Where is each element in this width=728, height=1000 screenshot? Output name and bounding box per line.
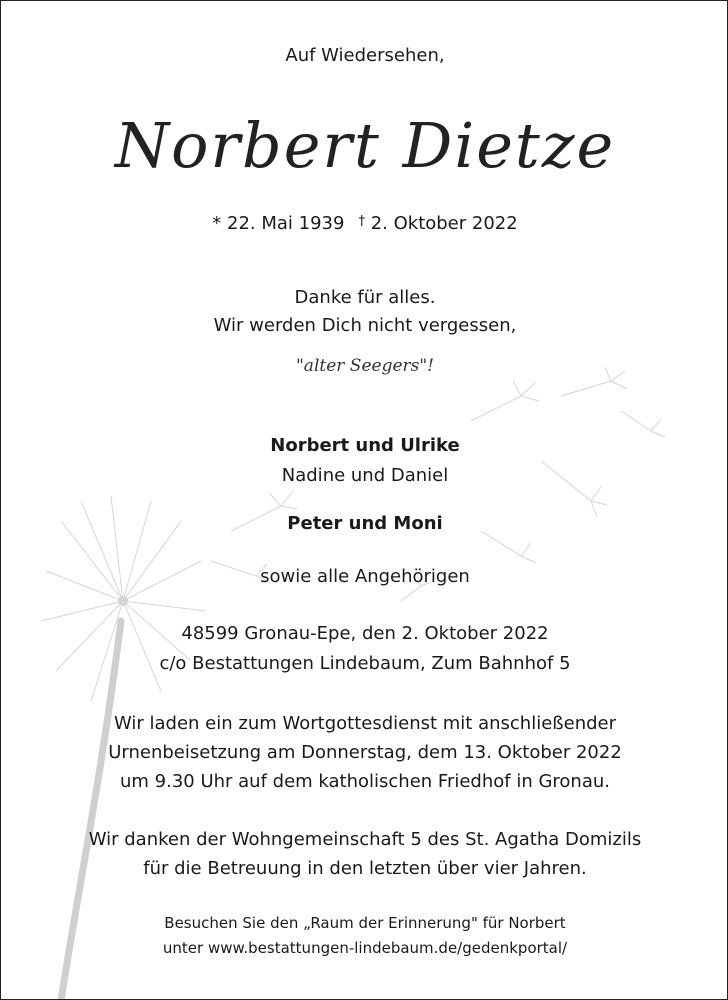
memorial-portal-note — [1, 911, 728, 961]
invitation-line: Wir laden ein zum Wortgottesdienst mit anschließender — [113, 713, 617, 734]
deceased-name: Norbert Dietze — [114, 109, 616, 182]
life-dates — [1, 213, 728, 234]
birth-date: * 22. Mai 1939 — [212, 213, 345, 234]
place-and-date: 48599 Gronau-Epe, den 2. Oktober 2022 — [181, 623, 549, 644]
family-name-2: Nadine und Daniel — [281, 465, 449, 486]
invitation-text — [1, 709, 728, 796]
family-name-4: sowie alle Angehörigen — [260, 566, 470, 587]
greeting: Auf Wiedersehen, — [285, 45, 445, 66]
portal-url[interactable]: unter www.bestattungen-lindebaum.de/gedenkportal/ — [162, 939, 568, 957]
death-date: 2. Oktober 2022 — [370, 213, 518, 234]
family-name-1: Norbert und Ulrike — [270, 435, 460, 456]
thanks-line-2: Wir werden Dich nicht vergessen, — [213, 315, 517, 336]
invitation-line: um 9.30 Uhr auf dem katholischen Friedhof in Gronau. — [119, 771, 611, 792]
nickname-quote: "alter Seegers"! — [295, 356, 435, 376]
family-name-3: Peter und Moni — [287, 513, 443, 534]
portal-note-line: Besuchen Sie den „Raum der Erinnerung" für Norbert — [164, 914, 566, 932]
cross-icon: † — [358, 214, 365, 229]
thanks-care-line: für die Betreuung in den letzten über vier Jahren. — [143, 858, 587, 879]
thanks-care-line: Wir danken der Wohngemeinschaft 5 des St. Agatha Domizils — [88, 829, 642, 850]
invitation-line: Urnenbeisetzung am Donnerstag, dem 13. Oktober 2022 — [108, 742, 622, 763]
care-of-address: c/o Bestattungen Lindebaum, Zum Bahnhof 5 — [159, 653, 571, 674]
thanks-care-home — [1, 825, 728, 883]
thanks-line-1: Danke für alles. — [294, 287, 436, 308]
